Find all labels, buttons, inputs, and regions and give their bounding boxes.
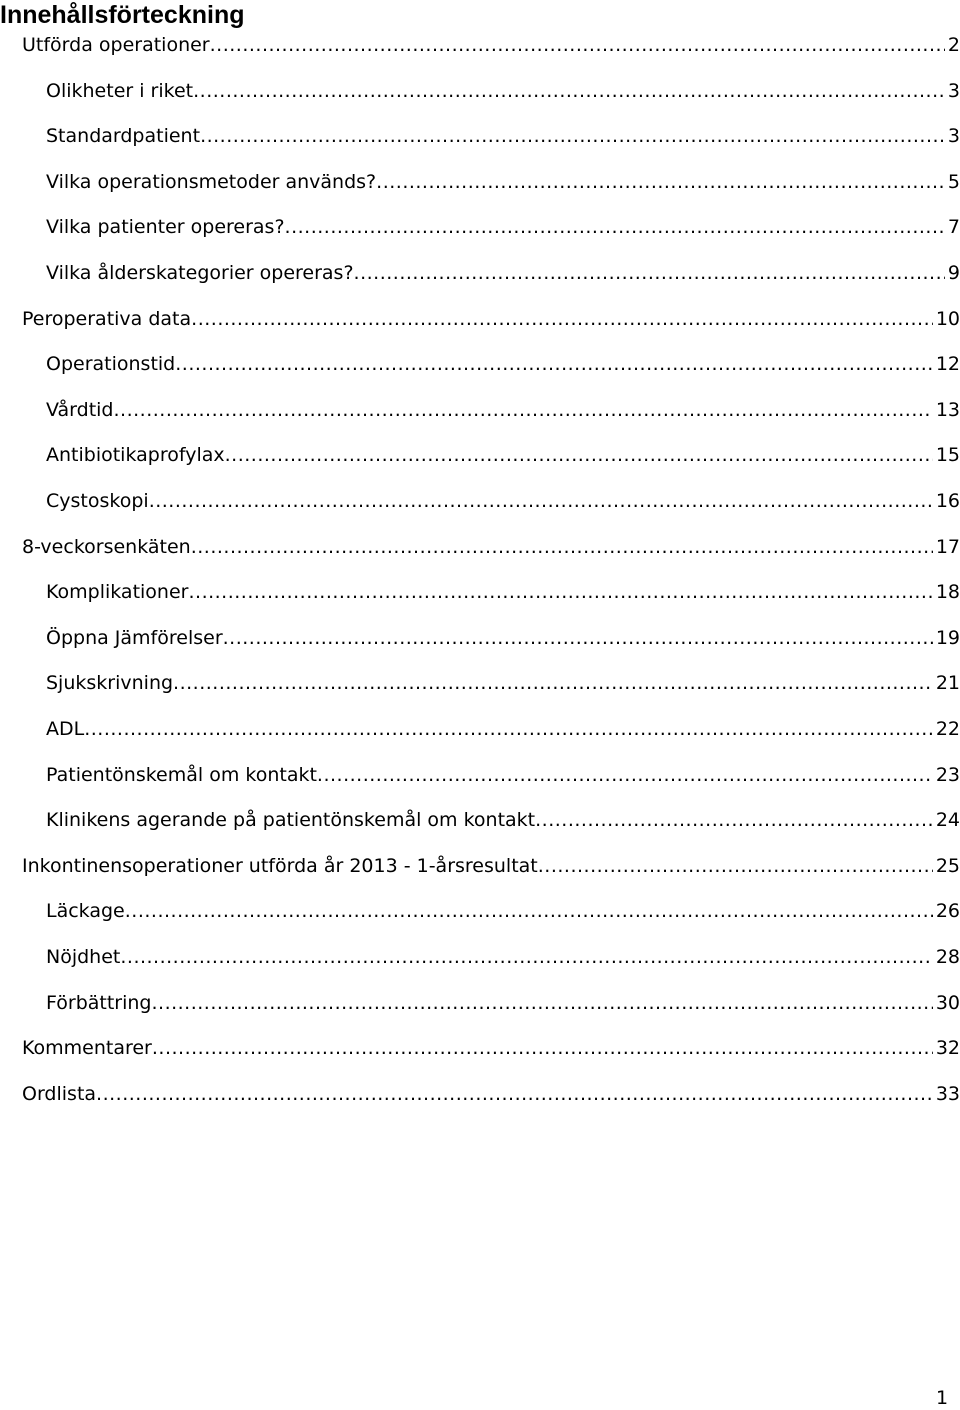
toc-entry-page: 7 — [947, 216, 960, 239]
toc-leader-dots — [173, 668, 933, 698]
toc-leader-dots — [125, 896, 933, 926]
toc-entry-text: Inkontinensoperationer utförda år 2013 - 1-årsresultat — [22, 854, 538, 877]
toc-entry-text: Utförda operationer — [22, 34, 210, 56]
toc-leader-dots — [317, 760, 933, 790]
toc-entry-page: 26 — [935, 900, 960, 923]
toc-entry[interactable] — [46, 395, 960, 425]
toc-entry[interactable] — [46, 942, 960, 972]
toc-entry-page: 16 — [935, 490, 960, 512]
toc-entry-text: Kommentarer — [22, 1037, 152, 1060]
toc-leader-dots — [191, 304, 933, 334]
toc-entry-text: Standardpatient — [46, 125, 201, 148]
toc-entry[interactable] — [46, 167, 960, 197]
toc-entry[interactable] — [46, 258, 960, 288]
toc-entry[interactable] — [22, 30, 960, 60]
toc-entry-page: 9 — [947, 262, 960, 284]
toc-leader-dots — [354, 258, 945, 288]
toc-leader-dots — [535, 805, 933, 835]
toc-entry-text: Vilka ålderskategorier opereras? — [46, 262, 354, 284]
toc-entry[interactable] — [46, 349, 960, 379]
toc-entry-text: Peroperativa data — [22, 307, 192, 330]
toc-entry[interactable] — [46, 896, 960, 926]
toc-entry-page: 21 — [935, 672, 960, 695]
toc-entry-text: Öppna Jämförelser — [46, 626, 223, 649]
toc-entry-page: 24 — [935, 809, 960, 832]
toc-entry[interactable] — [22, 304, 960, 334]
toc-entry-page: 3 — [947, 79, 960, 102]
toc-leader-dots — [151, 988, 932, 1018]
toc-entry[interactable] — [46, 577, 960, 607]
toc-entry-text: Vårdtid — [46, 398, 114, 421]
toc-leader-dots — [188, 577, 932, 607]
toc-entry-page: 28 — [935, 946, 960, 968]
toc-leader-dots — [175, 349, 933, 379]
toc-entry-text: Vilka operationsmetoder används? — [46, 170, 377, 193]
toc-entry-text: ADL — [46, 718, 85, 740]
toc-entry-text: Sjukskrivning — [46, 672, 174, 695]
toc-entry-text: Nöjdhet — [46, 946, 121, 968]
toc-entry[interactable] — [46, 486, 960, 516]
toc-entry[interactable] — [46, 623, 960, 653]
toc-entry[interactable] — [22, 1033, 960, 1063]
toc-entry-page: 12 — [935, 353, 960, 376]
toc-entry-text: Operationstid — [46, 353, 176, 376]
toc-leader-dots — [210, 30, 945, 60]
toc-entry[interactable] — [46, 212, 960, 242]
toc-entry-page: 10 — [935, 307, 960, 330]
toc-entry-page: 19 — [935, 626, 960, 649]
toc-entry-page: 32 — [935, 1037, 960, 1060]
toc-entry[interactable] — [22, 851, 960, 881]
toc-entry-page: 13 — [935, 398, 960, 421]
toc-entry-page: 25 — [935, 854, 960, 877]
toc-entry-text: 8-veckorsenkäten — [22, 535, 191, 558]
toc-entry-text: Läckage — [46, 900, 125, 923]
toc-title: Innehållsförteckning — [0, 1, 245, 29]
toc-entry[interactable] — [46, 714, 960, 744]
toc-entry-text: Olikheter i riket — [46, 79, 194, 102]
toc-leader-dots — [152, 1033, 933, 1063]
toc-entry-page: 15 — [935, 444, 960, 467]
toc-leader-dots — [285, 212, 945, 242]
toc-leader-dots — [114, 395, 933, 425]
toc-entry-page: 33 — [935, 1082, 960, 1105]
toc-entry[interactable] — [46, 805, 960, 835]
toc-leader-dots — [120, 942, 932, 972]
toc-leader-dots — [200, 121, 945, 151]
toc-entry[interactable] — [46, 440, 960, 470]
toc-entry-text: Ordlista — [22, 1082, 97, 1105]
toc-leader-dots — [149, 486, 933, 516]
toc-entry-page: 18 — [935, 581, 960, 604]
toc-entry-text: Cystoskopi — [46, 490, 149, 512]
toc-leader-dots — [96, 1079, 933, 1109]
toc-leader-dots — [225, 440, 933, 470]
toc-entry-page: 2 — [947, 34, 960, 56]
toc-entry-page: 23 — [935, 763, 960, 786]
toc-entry-page: 3 — [947, 125, 960, 148]
toc-entry-text: Patientönskemål om kontakt — [46, 763, 317, 786]
toc-entry-page: 17 — [935, 535, 960, 558]
toc-entry[interactable] — [46, 760, 960, 790]
toc-leader-dots — [376, 167, 945, 197]
toc-entry[interactable] — [46, 668, 960, 698]
toc-leader-dots — [193, 76, 945, 106]
toc-entry-text: Vilka patienter opereras? — [46, 216, 285, 239]
toc-entry-page: 5 — [947, 170, 960, 193]
toc-entry[interactable] — [46, 988, 960, 1018]
toc-entry[interactable] — [46, 121, 960, 151]
toc-entry-text: Antibiotikaprofylax — [46, 444, 225, 467]
toc-entry[interactable] — [22, 1079, 960, 1109]
toc-entry-page: 30 — [935, 991, 960, 1014]
page-number: 1 — [935, 1387, 949, 1409]
toc-entry-text: Komplikationer — [46, 581, 189, 604]
toc-leader-dots — [223, 623, 933, 653]
toc-leader-dots — [84, 714, 933, 744]
toc-leader-dots — [191, 532, 933, 562]
toc-entry-page: 22 — [935, 718, 960, 740]
toc-entry[interactable] — [22, 532, 960, 562]
toc-entry[interactable] — [46, 76, 960, 106]
toc-entry-text: Klinikens agerande på patientönskemål om kontakt — [46, 809, 536, 832]
toc-entry-text: Förbättring — [46, 991, 152, 1014]
toc-leader-dots — [538, 851, 933, 881]
